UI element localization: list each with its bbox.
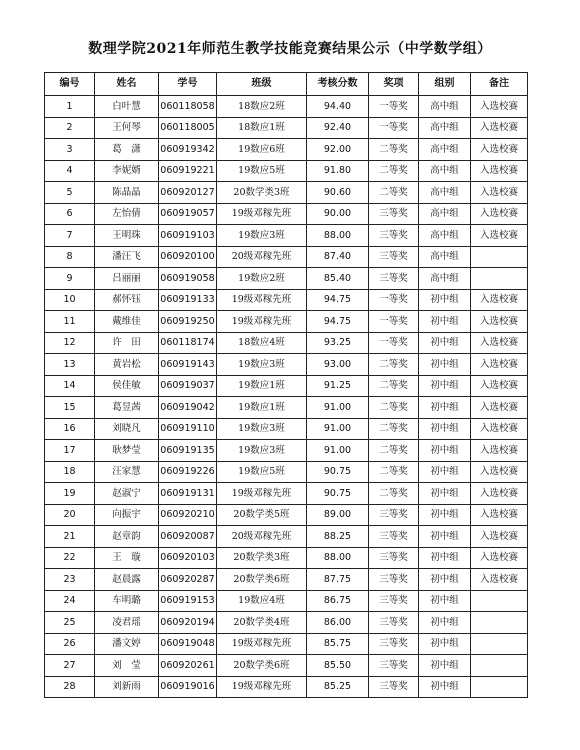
cell-remark: 入选校赛 bbox=[471, 332, 528, 354]
cell-number: 14 bbox=[45, 375, 95, 397]
cell-group: 初中组 bbox=[419, 397, 471, 419]
cell-class: 19数应6班 bbox=[217, 139, 307, 161]
cell-score: 90.75 bbox=[307, 483, 369, 505]
cell-name: 刘 莹 bbox=[95, 655, 159, 677]
cell-class: 19数应3班 bbox=[217, 225, 307, 247]
cell-remark: 入选校赛 bbox=[471, 569, 528, 591]
cell-student-id: 060919153 bbox=[159, 590, 217, 612]
cell-score: 85.50 bbox=[307, 655, 369, 677]
cell-group: 初中组 bbox=[419, 590, 471, 612]
cell-student-id: 060919103 bbox=[159, 225, 217, 247]
cell-award: 三等奖 bbox=[369, 526, 419, 548]
cell-group: 初中组 bbox=[419, 440, 471, 462]
table-row bbox=[45, 547, 528, 569]
cell-name: 葛昱茜 bbox=[95, 397, 159, 419]
cell-name: 车明璐 bbox=[95, 590, 159, 612]
table-row bbox=[45, 440, 528, 462]
cell-score: 93.25 bbox=[307, 332, 369, 354]
table-row bbox=[45, 526, 528, 548]
cell-award: 三等奖 bbox=[369, 676, 419, 698]
cell-award: 三等奖 bbox=[369, 246, 419, 268]
cell-score: 86.00 bbox=[307, 612, 369, 634]
cell-class: 19数应2班 bbox=[217, 268, 307, 290]
cell-class: 19数应4班 bbox=[217, 590, 307, 612]
cell-student-id: 060919250 bbox=[159, 311, 217, 333]
cell-number: 11 bbox=[45, 311, 95, 333]
cell-award: 一等奖 bbox=[369, 289, 419, 311]
cell-score: 88.00 bbox=[307, 547, 369, 569]
cell-remark: 入选校赛 bbox=[471, 182, 528, 204]
table-row bbox=[45, 397, 528, 419]
cell-name: 潘汪飞 bbox=[95, 246, 159, 268]
cell-award: 二等奖 bbox=[369, 354, 419, 376]
cell-award: 二等奖 bbox=[369, 397, 419, 419]
cell-score: 85.25 bbox=[307, 676, 369, 698]
header-remark: 备注 bbox=[471, 73, 528, 96]
cell-class: 20数学类6班 bbox=[217, 655, 307, 677]
cell-name: 许 田 bbox=[95, 332, 159, 354]
table-row bbox=[45, 504, 528, 526]
header-score: 考核分数 bbox=[307, 73, 369, 96]
cell-student-id: 060920210 bbox=[159, 504, 217, 526]
cell-name: 刘晓凡 bbox=[95, 418, 159, 440]
cell-student-id: 060919057 bbox=[159, 203, 217, 225]
cell-remark: 入选校赛 bbox=[471, 504, 528, 526]
cell-remark: 入选校赛 bbox=[471, 483, 528, 505]
cell-group: 高中组 bbox=[419, 203, 471, 225]
cell-award: 三等奖 bbox=[369, 268, 419, 290]
cell-score: 87.75 bbox=[307, 569, 369, 591]
cell-remark: 入选校赛 bbox=[471, 375, 528, 397]
cell-name: 汪家慧 bbox=[95, 461, 159, 483]
cell-number: 9 bbox=[45, 268, 95, 290]
cell-award: 一等奖 bbox=[369, 117, 419, 139]
cell-class: 18数应2班 bbox=[217, 96, 307, 118]
cell-class: 19级邓稼先班 bbox=[217, 633, 307, 655]
cell-award: 三等奖 bbox=[369, 655, 419, 677]
cell-remark: 入选校赛 bbox=[471, 96, 528, 118]
cell-remark bbox=[471, 676, 528, 698]
cell-score: 91.25 bbox=[307, 375, 369, 397]
table-header-row bbox=[45, 73, 528, 96]
cell-class: 20级邓稼先班 bbox=[217, 526, 307, 548]
cell-name: 潘文婷 bbox=[95, 633, 159, 655]
cell-number: 1 bbox=[45, 96, 95, 118]
cell-remark: 入选校赛 bbox=[471, 354, 528, 376]
cell-remark bbox=[471, 590, 528, 612]
cell-class: 19级邓稼先班 bbox=[217, 203, 307, 225]
cell-student-id: 060920127 bbox=[159, 182, 217, 204]
cell-number: 7 bbox=[45, 225, 95, 247]
cell-class: 19级邓稼先班 bbox=[217, 483, 307, 505]
cell-award: 二等奖 bbox=[369, 483, 419, 505]
table-row bbox=[45, 203, 528, 225]
cell-student-id: 060920287 bbox=[159, 569, 217, 591]
cell-student-id: 060920261 bbox=[159, 655, 217, 677]
cell-student-id: 060919131 bbox=[159, 483, 217, 505]
cell-number: 16 bbox=[45, 418, 95, 440]
cell-number: 15 bbox=[45, 397, 95, 419]
cell-student-id: 060920087 bbox=[159, 526, 217, 548]
table-row bbox=[45, 590, 528, 612]
cell-remark: 入选校赛 bbox=[471, 139, 528, 161]
cell-number: 8 bbox=[45, 246, 95, 268]
cell-group: 高中组 bbox=[419, 225, 471, 247]
cell-award: 三等奖 bbox=[369, 590, 419, 612]
cell-score: 90.00 bbox=[307, 203, 369, 225]
cell-class: 20数学类4班 bbox=[217, 612, 307, 634]
table-row bbox=[45, 375, 528, 397]
cell-name: 赵淑宁 bbox=[95, 483, 159, 505]
cell-student-id: 060919016 bbox=[159, 676, 217, 698]
cell-award: 三等奖 bbox=[369, 225, 419, 247]
cell-award: 二等奖 bbox=[369, 375, 419, 397]
cell-score: 94.40 bbox=[307, 96, 369, 118]
cell-remark: 入选校赛 bbox=[471, 117, 528, 139]
table-row bbox=[45, 612, 528, 634]
cell-number: 24 bbox=[45, 590, 95, 612]
cell-group: 初中组 bbox=[419, 461, 471, 483]
page-title: 数理学院2021年师范生教学技能竞赛结果公示（中学数学组） bbox=[88, 41, 492, 57]
cell-class: 19数应5班 bbox=[217, 160, 307, 182]
cell-remark bbox=[471, 655, 528, 677]
cell-number: 19 bbox=[45, 483, 95, 505]
cell-class: 19数应3班 bbox=[217, 440, 307, 462]
cell-class: 20数学类3班 bbox=[217, 547, 307, 569]
cell-student-id: 060118174 bbox=[159, 332, 217, 354]
results-table bbox=[44, 72, 528, 698]
cell-group: 初中组 bbox=[419, 633, 471, 655]
cell-group: 高中组 bbox=[419, 160, 471, 182]
table-row bbox=[45, 676, 528, 698]
cell-student-id: 060920100 bbox=[159, 246, 217, 268]
cell-remark: 入选校赛 bbox=[471, 289, 528, 311]
cell-group: 初中组 bbox=[419, 311, 471, 333]
cell-group: 初中组 bbox=[419, 526, 471, 548]
cell-score: 85.75 bbox=[307, 633, 369, 655]
cell-name: 赵晨露 bbox=[95, 569, 159, 591]
cell-number: 21 bbox=[45, 526, 95, 548]
table-row bbox=[45, 96, 528, 118]
cell-name: 吕丽丽 bbox=[95, 268, 159, 290]
cell-number: 23 bbox=[45, 569, 95, 591]
cell-award: 二等奖 bbox=[369, 418, 419, 440]
cell-award: 一等奖 bbox=[369, 311, 419, 333]
cell-remark: 入选校赛 bbox=[471, 418, 528, 440]
cell-student-id: 060118005 bbox=[159, 117, 217, 139]
cell-number: 5 bbox=[45, 182, 95, 204]
cell-remark: 入选校赛 bbox=[471, 160, 528, 182]
cell-group: 初中组 bbox=[419, 289, 471, 311]
cell-award: 三等奖 bbox=[369, 547, 419, 569]
cell-class: 19数应3班 bbox=[217, 418, 307, 440]
table-row bbox=[45, 483, 528, 505]
cell-number: 17 bbox=[45, 440, 95, 462]
cell-name: 王何琴 bbox=[95, 117, 159, 139]
cell-student-id: 060920103 bbox=[159, 547, 217, 569]
table-row bbox=[45, 655, 528, 677]
cell-group: 初中组 bbox=[419, 354, 471, 376]
cell-score: 85.40 bbox=[307, 268, 369, 290]
table-row bbox=[45, 160, 528, 182]
cell-class: 20数学类6班 bbox=[217, 569, 307, 591]
cell-score: 94.75 bbox=[307, 289, 369, 311]
table-row bbox=[45, 268, 528, 290]
cell-group: 高中组 bbox=[419, 117, 471, 139]
cell-name: 陈晶晶 bbox=[95, 182, 159, 204]
cell-remark bbox=[471, 633, 528, 655]
cell-award: 二等奖 bbox=[369, 139, 419, 161]
table-row bbox=[45, 117, 528, 139]
table-row bbox=[45, 311, 528, 333]
cell-remark: 入选校赛 bbox=[471, 526, 528, 548]
cell-number: 28 bbox=[45, 676, 95, 698]
cell-class: 19数应5班 bbox=[217, 461, 307, 483]
cell-group: 初中组 bbox=[419, 483, 471, 505]
cell-class: 19级邓稼先班 bbox=[217, 289, 307, 311]
table-row bbox=[45, 418, 528, 440]
table-row bbox=[45, 332, 528, 354]
cell-number: 10 bbox=[45, 289, 95, 311]
cell-award: 三等奖 bbox=[369, 504, 419, 526]
cell-remark: 入选校赛 bbox=[471, 225, 528, 247]
header-group: 组别 bbox=[419, 73, 471, 96]
table-row bbox=[45, 354, 528, 376]
cell-student-id: 060919058 bbox=[159, 268, 217, 290]
cell-student-id: 060919221 bbox=[159, 160, 217, 182]
cell-group: 初中组 bbox=[419, 569, 471, 591]
header-award: 奖项 bbox=[369, 73, 419, 96]
cell-student-id: 060919342 bbox=[159, 139, 217, 161]
cell-award: 二等奖 bbox=[369, 160, 419, 182]
table-body bbox=[45, 96, 528, 698]
cell-group: 初中组 bbox=[419, 547, 471, 569]
cell-group: 初中组 bbox=[419, 504, 471, 526]
cell-class: 19数应1班 bbox=[217, 375, 307, 397]
table-row bbox=[45, 139, 528, 161]
cell-name: 王明珠 bbox=[95, 225, 159, 247]
cell-score: 88.25 bbox=[307, 526, 369, 548]
cell-name: 凌君瑶 bbox=[95, 612, 159, 634]
cell-number: 6 bbox=[45, 203, 95, 225]
cell-score: 89.00 bbox=[307, 504, 369, 526]
cell-score: 90.75 bbox=[307, 461, 369, 483]
table-row bbox=[45, 182, 528, 204]
header-name: 姓名 bbox=[95, 73, 159, 96]
cell-award: 三等奖 bbox=[369, 633, 419, 655]
cell-group: 初中组 bbox=[419, 655, 471, 677]
cell-score: 86.75 bbox=[307, 590, 369, 612]
cell-award: 二等奖 bbox=[369, 461, 419, 483]
cell-name: 白叶慧 bbox=[95, 96, 159, 118]
cell-class: 18数应1班 bbox=[217, 117, 307, 139]
cell-award: 一等奖 bbox=[369, 332, 419, 354]
cell-number: 26 bbox=[45, 633, 95, 655]
cell-name: 黄岩松 bbox=[95, 354, 159, 376]
cell-name: 侯佳敏 bbox=[95, 375, 159, 397]
cell-student-id: 060919226 bbox=[159, 461, 217, 483]
cell-remark bbox=[471, 268, 528, 290]
cell-award: 一等奖 bbox=[369, 96, 419, 118]
cell-score: 91.00 bbox=[307, 440, 369, 462]
cell-student-id: 060118058 bbox=[159, 96, 217, 118]
table-row bbox=[45, 569, 528, 591]
cell-class: 19数应1班 bbox=[217, 397, 307, 419]
cell-number: 3 bbox=[45, 139, 95, 161]
cell-name: 赵章韵 bbox=[95, 526, 159, 548]
cell-number: 27 bbox=[45, 655, 95, 677]
cell-name: 戴维佳 bbox=[95, 311, 159, 333]
cell-class: 19级邓稼先班 bbox=[217, 676, 307, 698]
cell-score: 90.60 bbox=[307, 182, 369, 204]
cell-award: 二等奖 bbox=[369, 182, 419, 204]
table-row bbox=[45, 289, 528, 311]
cell-score: 94.75 bbox=[307, 311, 369, 333]
cell-score: 91.00 bbox=[307, 397, 369, 419]
cell-class: 20数学类5班 bbox=[217, 504, 307, 526]
header-student-id: 学号 bbox=[159, 73, 217, 96]
cell-remark: 入选校赛 bbox=[471, 440, 528, 462]
table-row bbox=[45, 246, 528, 268]
cell-class: 18数应4班 bbox=[217, 332, 307, 354]
table-row bbox=[45, 461, 528, 483]
cell-student-id: 060919037 bbox=[159, 375, 217, 397]
cell-score: 93.00 bbox=[307, 354, 369, 376]
cell-remark: 入选校赛 bbox=[471, 547, 528, 569]
cell-group: 初中组 bbox=[419, 332, 471, 354]
header-number: 编号 bbox=[45, 73, 95, 96]
cell-number: 25 bbox=[45, 612, 95, 634]
cell-name: 左怡倩 bbox=[95, 203, 159, 225]
cell-group: 高中组 bbox=[419, 182, 471, 204]
cell-student-id: 060919133 bbox=[159, 289, 217, 311]
cell-remark: 入选校赛 bbox=[471, 397, 528, 419]
cell-score: 88.00 bbox=[307, 225, 369, 247]
cell-award: 三等奖 bbox=[369, 203, 419, 225]
header-class: 班级 bbox=[217, 73, 307, 96]
cell-name: 葛 潇 bbox=[95, 139, 159, 161]
cell-student-id: 060919110 bbox=[159, 418, 217, 440]
cell-student-id: 060919042 bbox=[159, 397, 217, 419]
cell-name: 郝怀钰 bbox=[95, 289, 159, 311]
cell-class: 19数应3班 bbox=[217, 354, 307, 376]
cell-group: 高中组 bbox=[419, 96, 471, 118]
cell-student-id: 060919048 bbox=[159, 633, 217, 655]
cell-group: 初中组 bbox=[419, 418, 471, 440]
cell-group: 初中组 bbox=[419, 612, 471, 634]
cell-class: 20数学类3班 bbox=[217, 182, 307, 204]
cell-remark: 入选校赛 bbox=[471, 203, 528, 225]
cell-remark bbox=[471, 246, 528, 268]
cell-group: 高中组 bbox=[419, 268, 471, 290]
cell-student-id: 060919143 bbox=[159, 354, 217, 376]
cell-number: 12 bbox=[45, 332, 95, 354]
cell-number: 13 bbox=[45, 354, 95, 376]
cell-name: 刘新雨 bbox=[95, 676, 159, 698]
cell-number: 20 bbox=[45, 504, 95, 526]
cell-score: 91.00 bbox=[307, 418, 369, 440]
cell-remark: 入选校赛 bbox=[471, 311, 528, 333]
cell-remark: 入选校赛 bbox=[471, 461, 528, 483]
cell-award: 二等奖 bbox=[369, 440, 419, 462]
cell-number: 2 bbox=[45, 117, 95, 139]
cell-name: 王 璇 bbox=[95, 547, 159, 569]
cell-class: 20级邓稼先班 bbox=[217, 246, 307, 268]
cell-score: 91.80 bbox=[307, 160, 369, 182]
cell-student-id: 060920194 bbox=[159, 612, 217, 634]
cell-group: 高中组 bbox=[419, 139, 471, 161]
cell-score: 87.40 bbox=[307, 246, 369, 268]
cell-group: 高中组 bbox=[419, 246, 471, 268]
cell-award: 三等奖 bbox=[369, 612, 419, 634]
cell-award: 三等奖 bbox=[369, 569, 419, 591]
cell-number: 4 bbox=[45, 160, 95, 182]
cell-number: 22 bbox=[45, 547, 95, 569]
cell-score: 92.40 bbox=[307, 117, 369, 139]
cell-group: 初中组 bbox=[419, 375, 471, 397]
cell-name: 向振宇 bbox=[95, 504, 159, 526]
table-row bbox=[45, 633, 528, 655]
cell-remark bbox=[471, 612, 528, 634]
cell-class: 19级邓稼先班 bbox=[217, 311, 307, 333]
cell-student-id: 060919135 bbox=[159, 440, 217, 462]
cell-group: 初中组 bbox=[419, 676, 471, 698]
cell-name: 耿梦莹 bbox=[95, 440, 159, 462]
cell-score: 92.00 bbox=[307, 139, 369, 161]
cell-name: 李妮婿 bbox=[95, 160, 159, 182]
table-row bbox=[45, 225, 528, 247]
cell-number: 18 bbox=[45, 461, 95, 483]
